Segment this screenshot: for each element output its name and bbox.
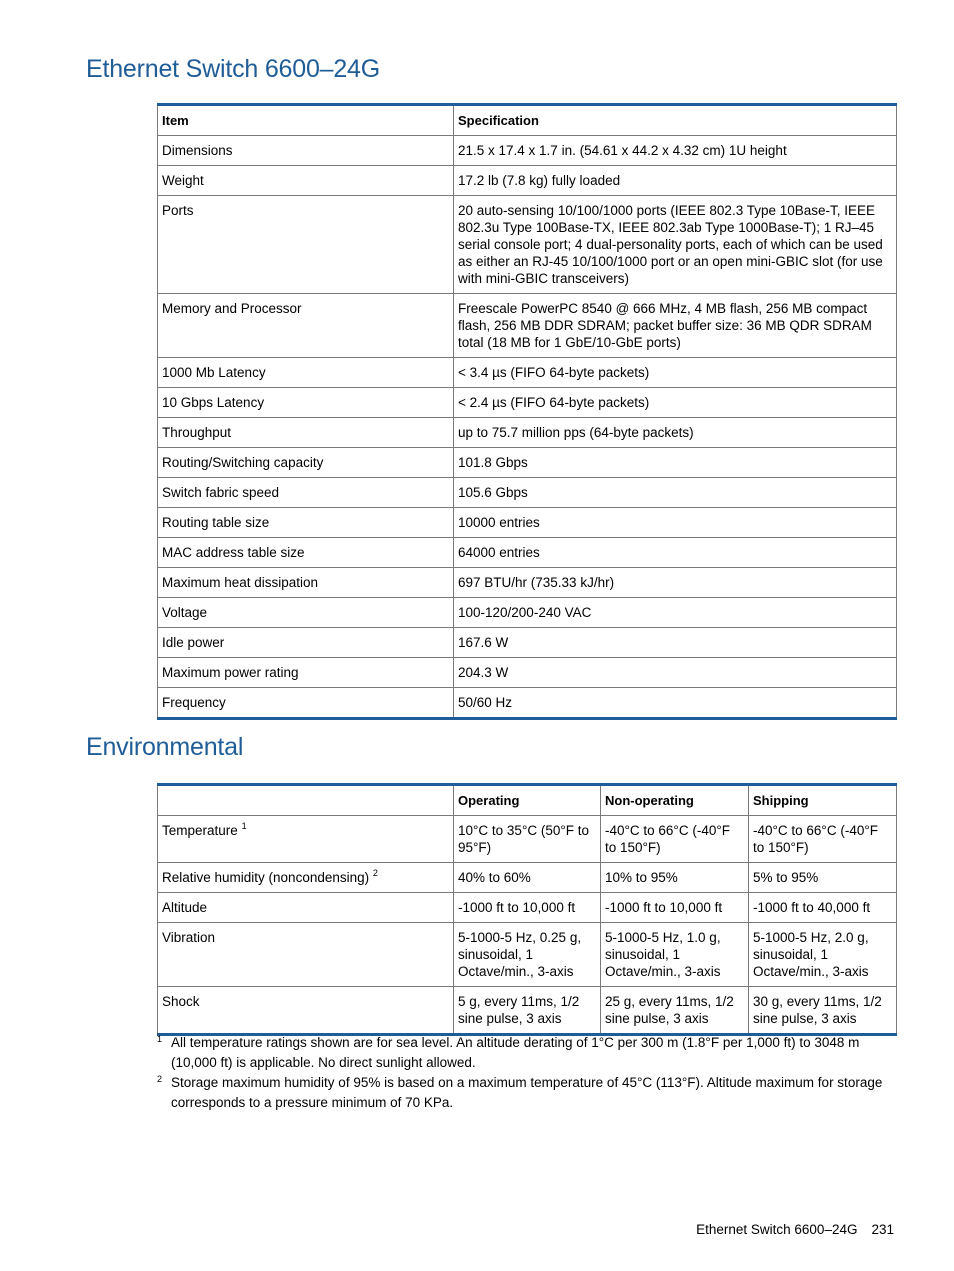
condition-label: Shock (162, 994, 200, 1009)
table-row (158, 987, 897, 1035)
table-row (158, 478, 897, 508)
column-header-blank (158, 785, 454, 816)
condition-label: Vibration (162, 930, 216, 945)
operating-cell: -1000 ft to 10,000 ft (454, 893, 601, 923)
item-cell: Maximum power rating (158, 658, 454, 688)
footnote-reference: 1 (241, 821, 247, 831)
table-row (158, 923, 897, 987)
item-cell: 1000 Mb Latency (158, 358, 454, 388)
specification-cell: 167.6 W (454, 628, 897, 658)
specification-cell: 100-120/200-240 VAC (454, 598, 897, 628)
specification-cell: 50/60 Hz (454, 688, 897, 719)
column-header-shipping: Shipping (749, 785, 897, 816)
specification-cell: Freescale PowerPC 8540 @ 666 MHz, 4 MB flash, 256 MB compact flash, 256 MB DDR SDRAM; packet buffer size: 36 MB QDR SDRAM total (18 MB for 1 GbE/10-GbE ports) (454, 294, 897, 358)
item-cell: Routing table size (158, 508, 454, 538)
non-operating-cell: 10% to 95% (601, 863, 749, 893)
non-operating-cell: -1000 ft to 10,000 ft (601, 893, 749, 923)
table-row (158, 294, 897, 358)
item-cell: 10 Gbps Latency (158, 388, 454, 418)
condition-cell (158, 893, 454, 923)
footnote-mark: 1 (157, 1034, 163, 1044)
non-operating-cell: 5-1000-5 Hz, 1.0 g, sinusoidal, 1 Octave/min., 3-axis (601, 923, 749, 987)
shipping-cell: -1000 ft to 40,000 ft (749, 893, 897, 923)
condition-label: Altitude (162, 900, 208, 915)
table-row (158, 658, 897, 688)
operating-cell: 10°C to 35°C (50°F to 95°F) (454, 816, 601, 863)
specification-cell: 20 auto-sensing 10/100/1000 ports (IEEE 802.3 Type 10Base-T, IEEE 802.3u Type 100Base-TX, IEEE 802.3ab Type 1000Base-T); 1 RJ–45 serial console port; 4 dual-personality ports, each of which can be used as either an RJ-45 10/100/1000 port or an open mini-GBIC slot (for use with mini-GBIC transceivers) (454, 196, 897, 294)
condition-cell (158, 816, 454, 863)
operating-cell: 5 g, every 11ms, 1/2 sine pulse, 3 axis (454, 987, 601, 1035)
specification-cell: 21.5 x 17.4 x 1.7 in. (54.61 x 44.2 x 4.32 cm) 1U height (454, 136, 897, 166)
table-row (158, 863, 897, 893)
non-operating-cell: -40°C to 66°C (-40°F to 150°F) (601, 816, 749, 863)
item-cell: Idle power (158, 628, 454, 658)
table-row (158, 538, 897, 568)
table-row (158, 628, 897, 658)
table-row (158, 568, 897, 598)
specification-cell: up to 75.7 million pps (64-byte packets) (454, 418, 897, 448)
spec-table (157, 103, 897, 720)
item-cell: Voltage (158, 598, 454, 628)
footnote-text: Storage maximum humidity of 95% is based on a maximum temperature of 45°C (113°F). Altitude maximum for storage corresponds to a pressure minimum of 70 KPa. (171, 1075, 883, 1110)
footnote (157, 1033, 897, 1073)
specification-cell: 101.8 Gbps (454, 448, 897, 478)
table-row (158, 136, 897, 166)
operating-cell: 40% to 60% (454, 863, 601, 893)
item-cell: MAC address table size (158, 538, 454, 568)
table-header-row (158, 105, 897, 136)
table-row (158, 598, 897, 628)
footer-title: Ethernet Switch 6600–24G (696, 1222, 858, 1237)
environmental-table (157, 783, 897, 1036)
table-row (158, 816, 897, 863)
specification-cell: 105.6 Gbps (454, 478, 897, 508)
section-title-switch: Ethernet Switch 6600–24G (86, 55, 381, 83)
condition-label: Temperature (162, 823, 238, 838)
condition-label: Relative humidity (noncondensing) (162, 870, 370, 885)
item-cell: Memory and Processor (158, 294, 454, 358)
column-header-specification: Specification (454, 105, 897, 136)
specification-cell: < 2.4 µs (FIFO 64-byte packets) (454, 388, 897, 418)
table-row (158, 418, 897, 448)
item-cell: Frequency (158, 688, 454, 719)
shipping-cell: 5% to 95% (749, 863, 897, 893)
item-cell: Dimensions (158, 136, 454, 166)
condition-cell (158, 987, 454, 1035)
non-operating-cell: 25 g, every 11ms, 1/2 sine pulse, 3 axis (601, 987, 749, 1035)
section-title-environmental: Environmental (86, 733, 244, 761)
table-row (158, 893, 897, 923)
item-cell: Maximum heat dissipation (158, 568, 454, 598)
footnote-reference: 2 (372, 868, 378, 878)
table-row (158, 196, 897, 294)
specification-cell: 10000 entries (454, 508, 897, 538)
specification-cell: 17.2 lb (7.8 kg) fully loaded (454, 166, 897, 196)
column-header-item: Item (158, 105, 454, 136)
specification-cell: 64000 entries (454, 538, 897, 568)
footnote (157, 1073, 897, 1113)
table-row (158, 358, 897, 388)
footnote-mark: 2 (157, 1074, 163, 1084)
item-cell: Weight (158, 166, 454, 196)
shipping-cell: -40°C to 66°C (-40°F to 150°F) (749, 816, 897, 863)
shipping-cell: 5-1000-5 Hz, 2.0 g, sinusoidal, 1 Octave/min., 3-axis (749, 923, 897, 987)
specification-cell: < 3.4 µs (FIFO 64-byte packets) (454, 358, 897, 388)
shipping-cell: 30 g, every 11ms, 1/2 sine pulse, 3 axis (749, 987, 897, 1035)
footnotes (157, 1033, 897, 1113)
condition-cell (158, 923, 454, 987)
column-header-non-operating: Non-operating (601, 785, 749, 816)
page-number: 231 (871, 1222, 894, 1237)
item-cell: Switch fabric speed (158, 478, 454, 508)
table-row (158, 688, 897, 719)
table-row (158, 388, 897, 418)
footnote-text: All temperature ratings shown are for sea level. An altitude derating of 1°C per 300 m (1.8°F per 1,000 ft) to 3048 m (10,000 ft) is applicable. No direct sunlight allowed. (171, 1035, 860, 1070)
item-cell: Ports (158, 196, 454, 294)
specification-cell: 697 BTU/hr (735.33 kJ/hr) (454, 568, 897, 598)
operating-cell: 5-1000-5 Hz, 0.25 g, sinusoidal, 1 Octave/min., 3-axis (454, 923, 601, 987)
table-row (158, 166, 897, 196)
specification-cell: 204.3 W (454, 658, 897, 688)
table-row (158, 448, 897, 478)
table-row (158, 508, 897, 538)
page-footer (696, 1222, 894, 1237)
condition-cell (158, 863, 454, 893)
item-cell: Throughput (158, 418, 454, 448)
table-header-row (158, 785, 897, 816)
item-cell: Routing/Switching capacity (158, 448, 454, 478)
column-header-operating: Operating (454, 785, 601, 816)
